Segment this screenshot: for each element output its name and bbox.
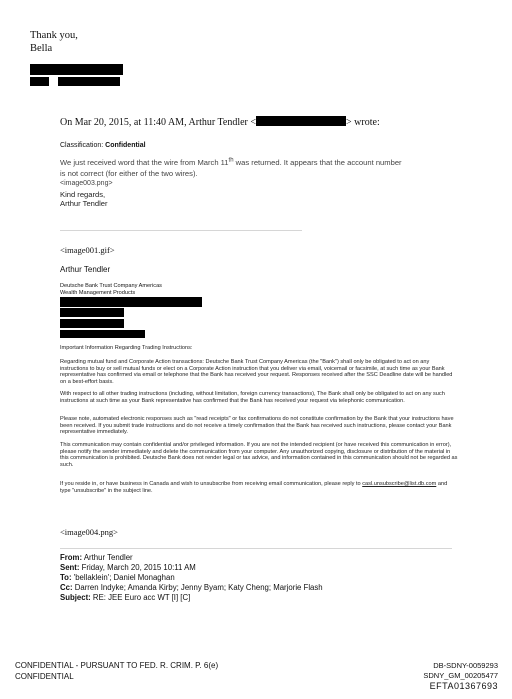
redaction-block (60, 319, 124, 328)
forward-from: From: Arthur Tendler (60, 553, 133, 562)
redaction-block (256, 116, 346, 126)
message-line-2: is not correct (for either of the two wires). (60, 168, 198, 178)
disclaimer-paragraph-canada: If you reside in, or have business in Canada and wish to unsubscribe from receiving email communication, please reply to casl.unsubscribe@list.db.com and type "unsubscribe" in the subject line. (60, 481, 448, 494)
bates-number-sdny: SDNY_GM_00205477 (423, 671, 498, 680)
classification-value: Confidential (105, 142, 146, 149)
message-line-1: We just received word that the wire from March 11th was returned. It appears that the account number (60, 157, 402, 167)
forward-subject: Subject: RE: JEE Euro acc WT [I] [C] (60, 593, 191, 602)
regards-signer: Arthur Tendler (60, 198, 108, 208)
bates-number-efta: EFTA01367693 (429, 681, 498, 691)
unsubscribe-email-link[interactable]: casl.unsubscribe@list.db.com (362, 481, 437, 487)
disclaimer-paragraph: This communication may contain confidential and/or privileged information. If you are not the intended recipient (or have received this communication in error), please notify the sender immediately and delete the communication from your computer. Any unauthorized copying, disclosure or distribution of the material in this communication is prohibited. Deutsche Bank does not render legal or tax advice, and information contained in this communication should not be regarded as such. (60, 442, 458, 468)
bates-number-db: DB-SDNY-0059293 (433, 661, 498, 670)
disclaimer-paragraph: With respect to all other trading instructions (including, without limitation, foreign currency transactions), The Bank shall only be obligated to act on any such instructions at such time as your Bank representative has confirmed that the Bank has received your request via telephonic communication. (60, 391, 445, 404)
closing-text: Thank you, (30, 30, 78, 41)
redaction-block (60, 308, 124, 317)
disclaimer-heading: Important Information Regarding Trading Instructions: (60, 345, 193, 351)
signature-name: Arthur Tendler (60, 265, 111, 274)
disclaimer-paragraph: Regarding mutual fund and Corporate Action transactions: Deutsche Bank Trust Company Americas (the "Bank") shall only be obligated to act on any instructions to buy or sell mutual funds or elect on a Corporate Action instruction that you deliver via email, voicemail or facsimile, at such time as your Bank representative has confirmed via email or telephone that the Bank has received your request. Responses received after the SSC Deadline date will be handled on a best-effort basis. (60, 359, 453, 385)
redaction-block (60, 297, 202, 307)
signature-company: Deutsche Bank Trust Company Americas (60, 283, 162, 289)
sender-name: Bella (30, 43, 53, 54)
quote-header (60, 116, 380, 128)
forward-sent: Sent: Friday, March 20, 2015 10:11 AM (60, 563, 196, 572)
separator-line (60, 548, 452, 549)
footer-confidential: CONFIDENTIAL (15, 672, 74, 681)
disclaimer-paragraph: Please note, automated electronic responses such as "read receipts" or fax confirmations do not constitute confirmation by the Bank that your instructions have been received. If you submit trade instructions and do not receive a timely confirmation that the Bank has received such instructions, please contact your Bank representative immediately. (60, 416, 454, 436)
image-ref-003: <image003.png> (60, 180, 113, 187)
image-ref-004: <image004.png> (60, 527, 118, 537)
forward-cc: Cc: Darren Indyke; Amanda Kirby; Jenny Byam; Katy Cheng; Marjorie Flash (60, 583, 323, 592)
redaction-block (30, 77, 49, 86)
image-ref-001: <image001.gif> (60, 245, 115, 255)
forward-header (60, 553, 323, 603)
quote-header-suffix: > wrote: (346, 117, 380, 128)
signature-division: Wealth Management Products (60, 290, 136, 296)
redaction-block (60, 330, 145, 338)
classification-label: Classification: (60, 142, 104, 149)
regards-text: Kind regards, (60, 189, 106, 199)
footer-confidential-rule: CONFIDENTIAL - PURSUANT TO FED. R. CRIM. P. 6(e) (15, 661, 219, 670)
quote-header-prefix: On Mar 20, 2015, at 11:40 AM, Arthur Tendler < (60, 117, 257, 128)
forward-to: To: 'bellaklein'; Daniel Monaghan (60, 573, 175, 582)
redaction-block (58, 77, 120, 86)
classification-line (60, 142, 146, 149)
redaction-block (30, 64, 123, 75)
separator-line (60, 230, 302, 231)
message-body (60, 158, 460, 208)
